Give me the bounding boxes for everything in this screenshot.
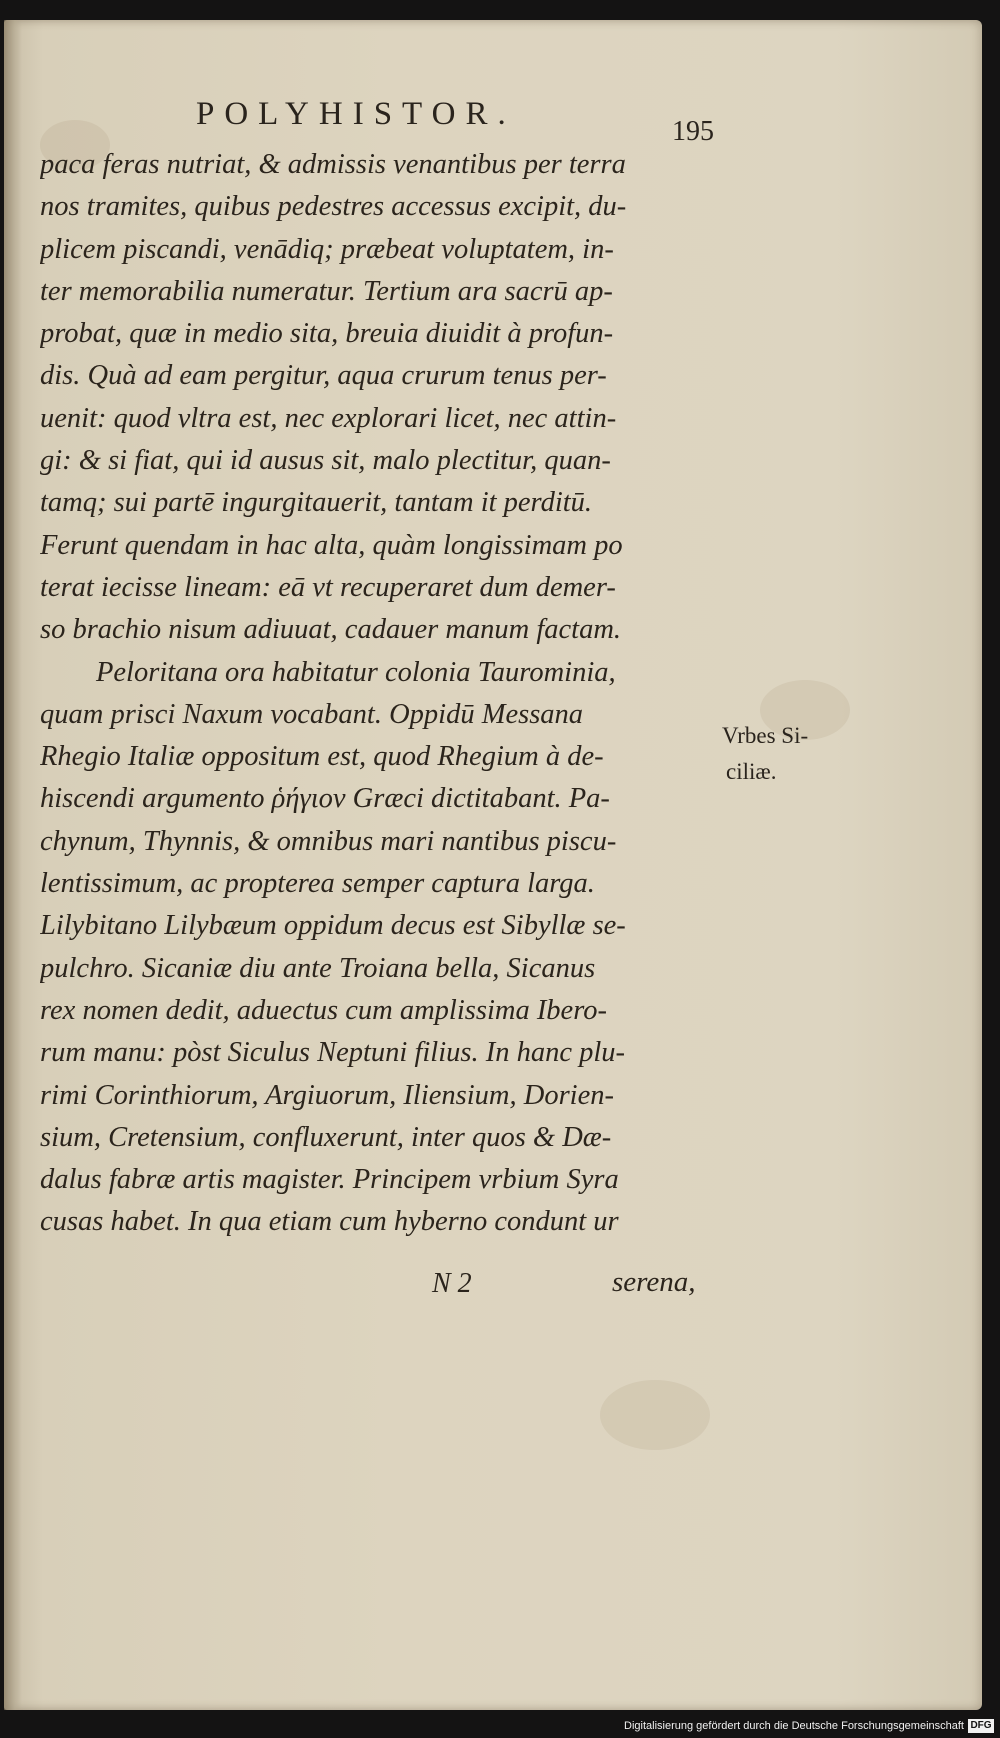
text-line: quam prisci Naxum vocabant. Oppidū Messana — [40, 698, 584, 730]
text-line: terat iecisse lineam: eā vt recuperaret dum demer- — [40, 571, 616, 603]
text-line: rimi Corinthiorum, Argiuorum, Iliensium, Dorien- — [40, 1079, 614, 1111]
body-text — [40, 144, 720, 1244]
text-line: Lilybitano Lilybæum oppidum decus est Sibyllæ se- — [40, 910, 626, 942]
marginal-note-line: ciliæ. — [726, 759, 777, 784]
text-line: tamq; sui partē ingurgitauerit, tantam it perditū. — [40, 487, 593, 519]
text-line: uenit: quod vltra est, nec explorari licet, nec attin- — [40, 402, 617, 434]
paper-stain — [600, 1380, 710, 1450]
text-line: rex nomen dedit, aduectus cum amplissima Ibero- — [40, 994, 607, 1026]
text-line: nos tramites, quibus pedestres accessus excipit, du- — [40, 191, 627, 223]
marginal-note-line: Vrbes Si- — [722, 723, 809, 748]
text-line: gi: & si fiat, qui id ausus sit, malo plectitur, quan- — [40, 445, 611, 477]
text-line: dalus fabræ artis magister. Principem vrbium Syra — [40, 1164, 619, 1196]
text-line: ter memorabilia numeratur. Tertium ara sacrū ap- — [40, 275, 613, 307]
digitization-credit: Digitalisierung gefördert durch die Deutsche Forschungsgemeinschaft — [624, 1720, 964, 1732]
signature-mark: N 2 — [432, 1268, 472, 1299]
dfg-logo: DFG — [968, 1719, 994, 1733]
paragraph-start-line: Peloritana ora habitatur colonia Taurominia, — [96, 656, 616, 688]
page-number: 195 — [672, 116, 714, 147]
text-line: paca feras nutriat, & admissis venantibus per terra — [40, 149, 626, 180]
text-line: sium, Cretensium, confluxerunt, inter quos & Dæ- — [40, 1121, 612, 1153]
text-line: pulchro. Sicaniæ diu ante Troiana bella, Sicanus — [40, 952, 596, 984]
text-line: probat, quæ in medio sita, breuia diuidit à profun- — [40, 318, 614, 350]
marginal-note — [722, 718, 809, 790]
running-head: POLYHISTOR. — [196, 96, 516, 132]
text-line: Rhegio Italiæ oppositum est, quod Rhegium à de- — [40, 741, 604, 773]
catchword: serena, — [612, 1266, 696, 1298]
text-line: chynum, Thynnis, & omnibus mari nantibus piscu- — [40, 825, 617, 857]
text-line: hiscendi argumento ῥήγιον Græci dictitabant. Pa- — [40, 783, 610, 815]
page-gutter-shadow — [4, 20, 22, 1710]
text-line: Ferunt quendam in hac alta, quàm longissimam po — [40, 529, 623, 561]
text-line: so brachio nisum adiuuat, cadauer manum factam. — [40, 614, 622, 646]
text-line: cusas habet. In qua etiam cum hyberno condunt ur — [40, 1206, 619, 1238]
text-line: dis. Quà ad eam pergitur, aqua crurum tenus per- — [40, 360, 607, 392]
text-line: plicem piscandi, venādiq; præbeat voluptatem, in- — [40, 233, 614, 265]
text-line: rum manu: pòst Siculus Neptuni filius. In hanc plu- — [40, 1037, 626, 1069]
text-line: lentissimum, ac propterea semper captura larga. — [40, 868, 595, 900]
